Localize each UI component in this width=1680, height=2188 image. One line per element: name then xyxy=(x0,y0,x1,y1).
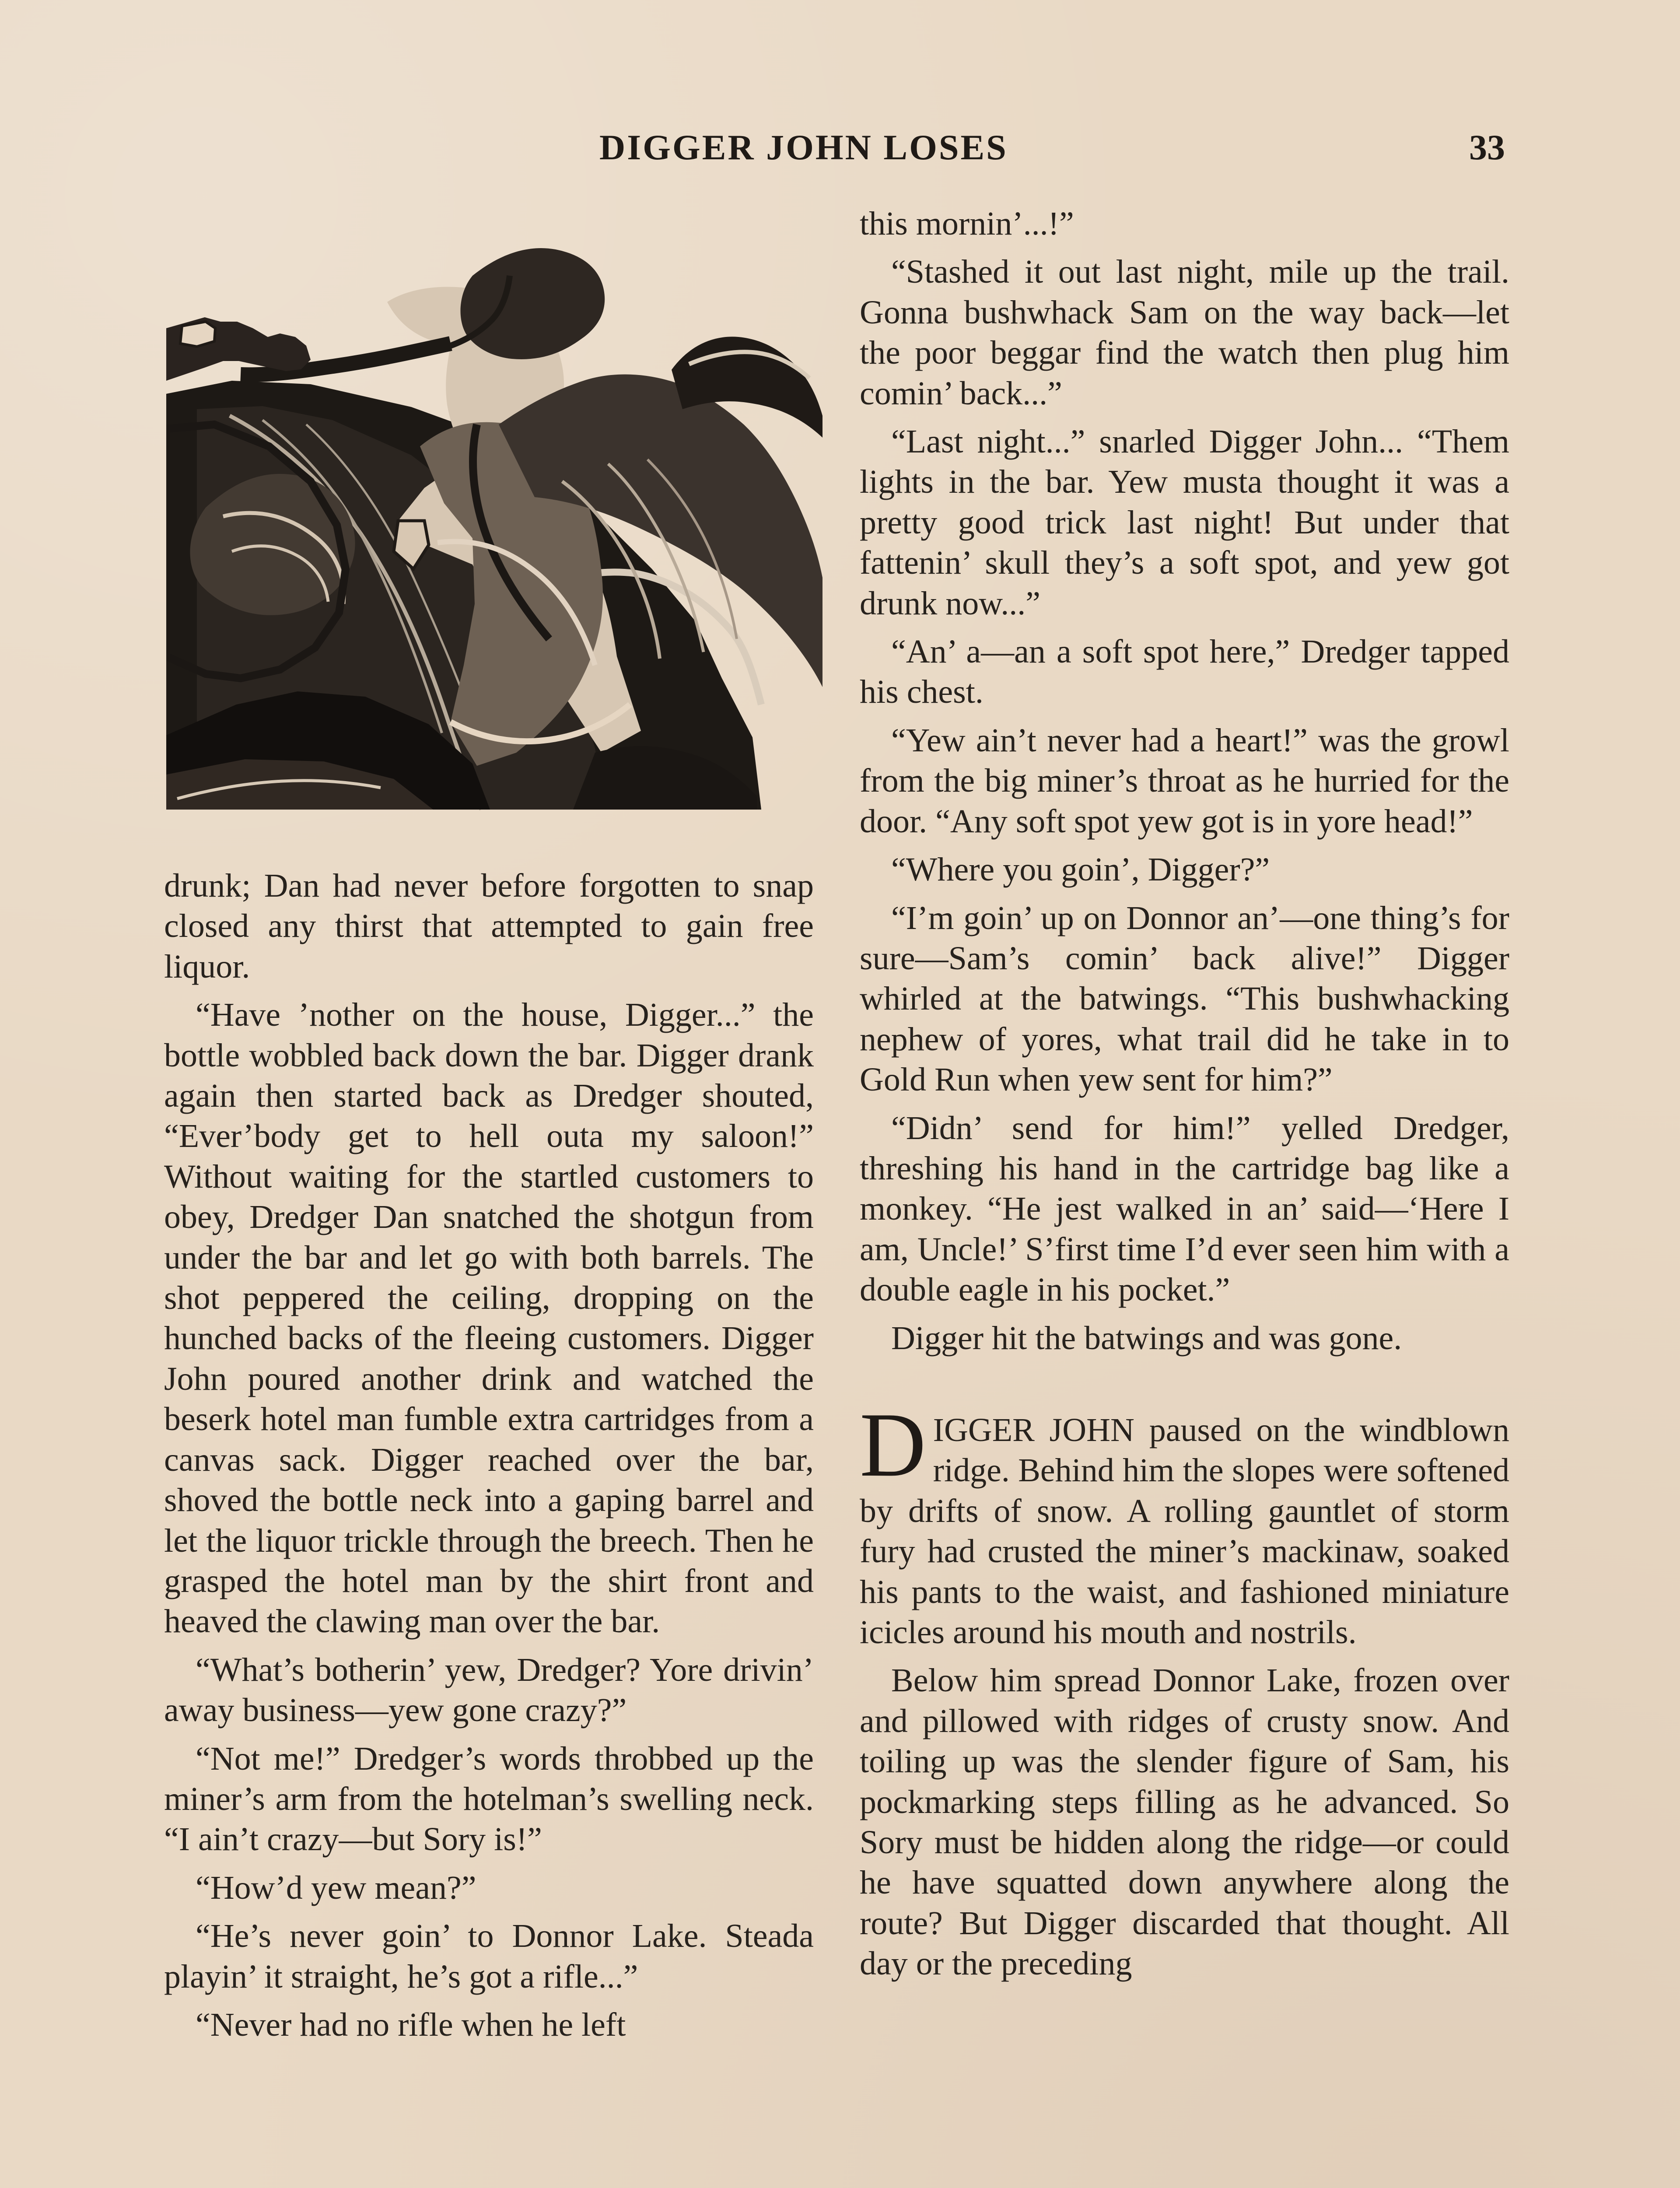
right-paragraph-3: “Last night...” snarled Digger John... “Them lights in the bar. Yew musta thought it was a pretty good trick last night! But under that fattenin’ skull they’s a soft spot, and yew got drunk now...” xyxy=(860,423,1509,622)
page-title: DIGGER JOHN LOSES xyxy=(599,127,1008,167)
spacer xyxy=(860,712,1509,720)
right-paragraph-1: this mornin’...!” xyxy=(860,205,1074,242)
spacer xyxy=(860,842,1509,849)
spacer xyxy=(860,890,1509,898)
right-paragraph-10: Below him spread Donnor Lake, frozen over and pillowed with ridges of crusty snow. And toiling up was the slender figure of Sam, his pockmarking steps filling as he advanced. So Sory must be hidden along the ridge—or could he have squatted down anywhere along the route? But Digger discarded that thought. All day or the preceding xyxy=(860,1662,1509,1982)
left-paragraph-4: “Not me!” Dredger’s words throbbed up the miner’s arm from the hotelman’s swelling neck. “I ain’t crazy—but Sory is!” xyxy=(164,1740,814,1858)
right-paragraph-9: Digger hit the batwings and was gone. xyxy=(891,1319,1402,1357)
left-paragraph-6: “He’s never goin’ to Donnor Lake. Steada playin’ it straight, he’s got a rifle...” xyxy=(164,1918,814,1995)
drop-cap-letter: D xyxy=(860,1394,926,1496)
right-column-text xyxy=(860,203,1509,2188)
spacer xyxy=(164,1731,814,1739)
spacer xyxy=(860,1100,1509,1108)
left-paragraph-1: drunk; Dan had never before forgotten to snap closed any thirst that attempted to gain free liquor. xyxy=(164,867,814,985)
left-paragraph-5: “How’d yew mean?” xyxy=(196,1869,476,1906)
right-paragraph-8: “Didn’ send for him!” yelled Dredger, threshing his hand in the cartridge bag like a monkey. “He jest walked in an’ said—‘Here I am, Uncle!’ S’first time I’d ever seen him with a double eagle in his pocket.” xyxy=(860,1109,1509,1308)
spacer xyxy=(860,244,1509,252)
right-paragraph-2: “Stashed it out last night, mile up the trail. Gonna bushwhack Sam on the way back—let the poor beggar find the watch then plug him comin’ back...” xyxy=(860,253,1509,412)
spacer xyxy=(164,1860,814,1868)
cowboy-gunman-illustration-icon xyxy=(166,236,822,836)
left-paragraph-3: “What’s botherin’ yew, Dredger? Yore drivin’ away business—yew gone crazy?” xyxy=(164,1651,814,1729)
spacer xyxy=(860,414,1509,421)
page-number: 33 xyxy=(1469,127,1505,167)
spacer xyxy=(164,1997,814,2005)
left-column-text xyxy=(164,866,814,2188)
spacer xyxy=(164,1642,814,1650)
left-paragraph-7: “Never had no rifle when he left xyxy=(196,2006,626,2043)
right-paragraph-6: “Where you goin’, Digger?” xyxy=(891,851,1270,888)
right-paragraph-7: “I’m goin’ up on Donnor an’—one thing’s for sure—Sam’s comin’ back alive!” Digger whirled at the batwings. “This bushwhacking nephew of yores, what trail did he take in to Gold Run when yew sent for him?” xyxy=(860,899,1509,1098)
spacer xyxy=(860,1652,1509,1660)
spacer xyxy=(164,987,814,995)
section-break xyxy=(860,1358,1509,1410)
drop-cap-paragraph-text: IGGER JOHN paused on the windblown ridge. Behind him the slopes were softened by drifts of snow. A rolling gauntlet of storm fury had crusted the miner’s mackinaw, soaked his pants to the waist, and fashioned miniature icicles around his mouth and nostrils. xyxy=(860,1411,1509,1651)
drop-cap-paragraph xyxy=(860,1394,1509,1652)
spacer xyxy=(860,624,1509,631)
spacer xyxy=(860,1310,1509,1318)
right-paragraph-4: “An’ a—an a soft spot here,” Dredger tapped his chest. xyxy=(860,633,1509,711)
left-paragraph-2: “Have ’nother on the house, Digger...” the bottle wobbled back down the bar. Digger drank again then started back as Dredger shouted, “Ever’body get to hell outa my saloon!” Without waiting for the startled customers to obey, Dredger Dan snatched the shotgun from under the bar and let go with both barrels. The shot peppered the ceiling, dropping on the hunched backs of the fleeing customers. Digger John poured another drink and watched the beserk hotel man fumble extra cartridges from a canvas sack. Digger reached over the bar, shoved the bottle neck into a gaping barrel and let the liquor trickle through the breech. Then he grasped the hotel man by the shirt front and heaved the clawing man over the bar. xyxy=(164,996,814,1640)
spacer xyxy=(164,1908,814,1916)
right-paragraph-5: “Yew ain’t never had a heart!” was the growl from the big miner’s throat as he hurried for the door. “Any soft spot yew got is in yore head!” xyxy=(860,722,1509,840)
